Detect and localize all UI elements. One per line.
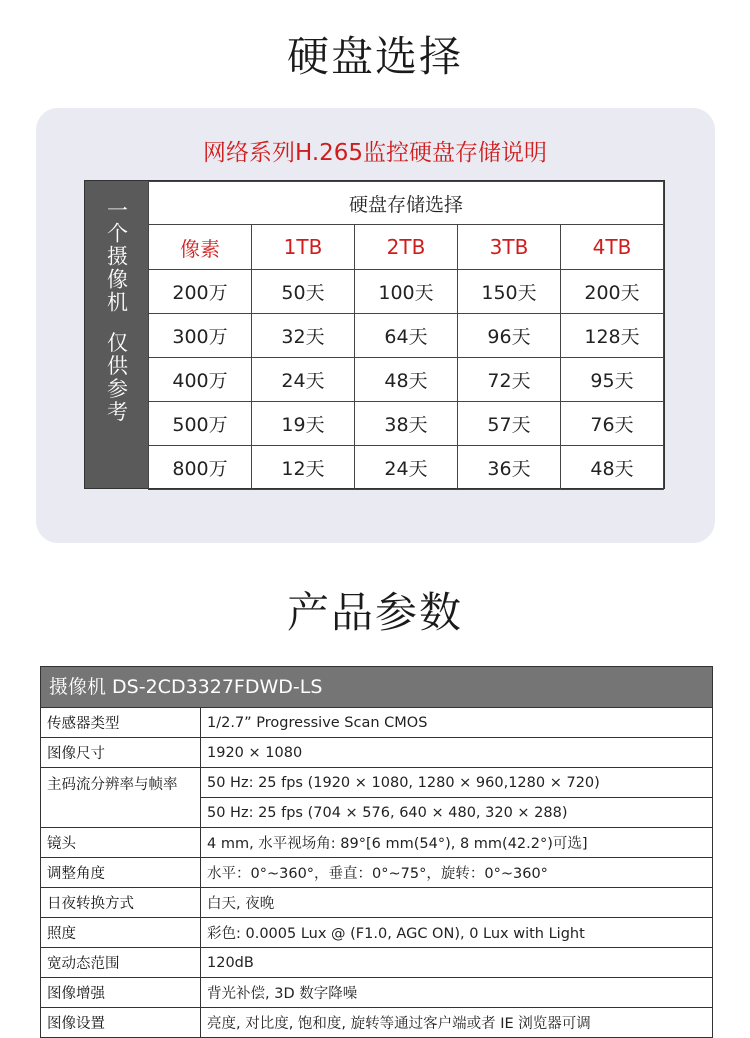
params-table — [41, 708, 712, 1038]
table-cell: 150天 — [458, 270, 561, 314]
param-label: 调整角度 — [41, 858, 201, 888]
param-label: 图像尺寸 — [41, 738, 201, 768]
storage-table — [148, 181, 664, 490]
table-row — [41, 738, 712, 768]
table-cell: 95天 — [561, 358, 664, 402]
table-cell: 96天 — [458, 314, 561, 358]
table-row — [41, 918, 712, 948]
table-cell: 32天 — [252, 314, 355, 358]
table-row — [149, 402, 664, 446]
table-cell: 100天 — [355, 270, 458, 314]
header-cell: 2TB — [355, 225, 458, 270]
table-cell: 800万 — [149, 446, 252, 490]
header-cell: 像素 — [149, 225, 252, 270]
param-label: 镜头 — [41, 828, 201, 858]
table-cell: 19天 — [252, 402, 355, 446]
param-label: 图像设置 — [41, 1008, 201, 1038]
table-row — [149, 270, 664, 314]
table-row — [149, 358, 664, 402]
table-row — [41, 978, 712, 1008]
table-row — [149, 314, 664, 358]
table-cell: 128天 — [561, 314, 664, 358]
header-cell: 4TB — [561, 225, 664, 270]
param-value: 水平：0°~360°，垂直：0°~75°，旋转：0°~360° — [201, 858, 713, 888]
table-cell: 300万 — [149, 314, 252, 358]
param-label: 宽动态范围 — [41, 948, 201, 978]
table-cell: 500万 — [149, 402, 252, 446]
table-row — [41, 948, 712, 978]
table-cell: 48天 — [355, 358, 458, 402]
table-row — [41, 768, 712, 798]
table-cell: 76天 — [561, 402, 664, 446]
table-cell: 72天 — [458, 358, 561, 402]
params-header: 摄像机 DS-2CD3327FDWD-LS — [41, 667, 712, 708]
param-label: 主码流分辨率与帧率 — [41, 768, 201, 828]
table-row — [41, 888, 712, 918]
param-label: 日夜转换方式 — [41, 888, 201, 918]
table-cell: 48天 — [561, 446, 664, 490]
param-value: 彩色: 0.0005 Lux @ (F1.0, AGC ON), 0 Lux with Light — [201, 918, 713, 948]
table-row — [41, 858, 712, 888]
storage-table-wrapper — [84, 180, 665, 489]
table-cell: 36天 — [458, 446, 561, 490]
section-title-params: 产品参数 — [286, 588, 463, 637]
header-cell: 3TB — [458, 225, 561, 270]
param-value: 背光补偿, 3D 数字降噪 — [201, 978, 713, 1008]
param-value: 亮度, 对比度, 饱和度, 旋转等通过客户端或者 IE 浏览器可调 — [201, 1008, 713, 1038]
param-value: 120dB — [201, 948, 713, 978]
header-cell: 1TB — [252, 225, 355, 270]
param-label: 图像增强 — [41, 978, 201, 1008]
storage-table-caption: 硬盘存储选择 — [149, 182, 664, 225]
table-cell: 12天 — [252, 446, 355, 490]
table-cell: 24天 — [355, 446, 458, 490]
table-row — [149, 446, 664, 490]
section-title-hdd: 硬盘选择 — [286, 32, 463, 81]
param-label: 照度 — [41, 918, 201, 948]
storage-side-label — [85, 181, 148, 488]
table-cell: 200万 — [149, 270, 252, 314]
param-value: 1920 × 1080 — [201, 738, 713, 768]
param-label: 传感器类型 — [41, 708, 201, 738]
storage-panel-heading: 网络系列H.265监控硬盘存储说明 — [202, 140, 548, 166]
table-row — [41, 828, 712, 858]
table-cell: 64天 — [355, 314, 458, 358]
storage-table-header-row — [149, 225, 664, 270]
table-cell: 50天 — [252, 270, 355, 314]
param-value: 50 Hz: 25 fps (1920 × 1080, 1280 × 960,1280 × 720) — [201, 768, 713, 798]
params-table-wrapper — [40, 666, 713, 1038]
param-value: 50 Hz: 25 fps (704 × 576, 640 × 480, 320 × 288) — [201, 798, 713, 828]
table-cell: 200天 — [561, 270, 664, 314]
param-value: 4 mm, 水平视场角: 89°[6 mm(54°), 8 mm(42.2°)可选] — [201, 828, 713, 858]
side-label-text: 一个摄像机 仅供参考 — [104, 199, 129, 424]
table-cell: 400万 — [149, 358, 252, 402]
table-cell: 24天 — [252, 358, 355, 402]
param-value: 白天, 夜晚 — [201, 888, 713, 918]
table-row — [41, 708, 712, 738]
table-cell: 38天 — [355, 402, 458, 446]
table-cell: 57天 — [458, 402, 561, 446]
param-value: 1/2.7” Progressive Scan CMOS — [201, 708, 713, 738]
table-row — [41, 1008, 712, 1038]
